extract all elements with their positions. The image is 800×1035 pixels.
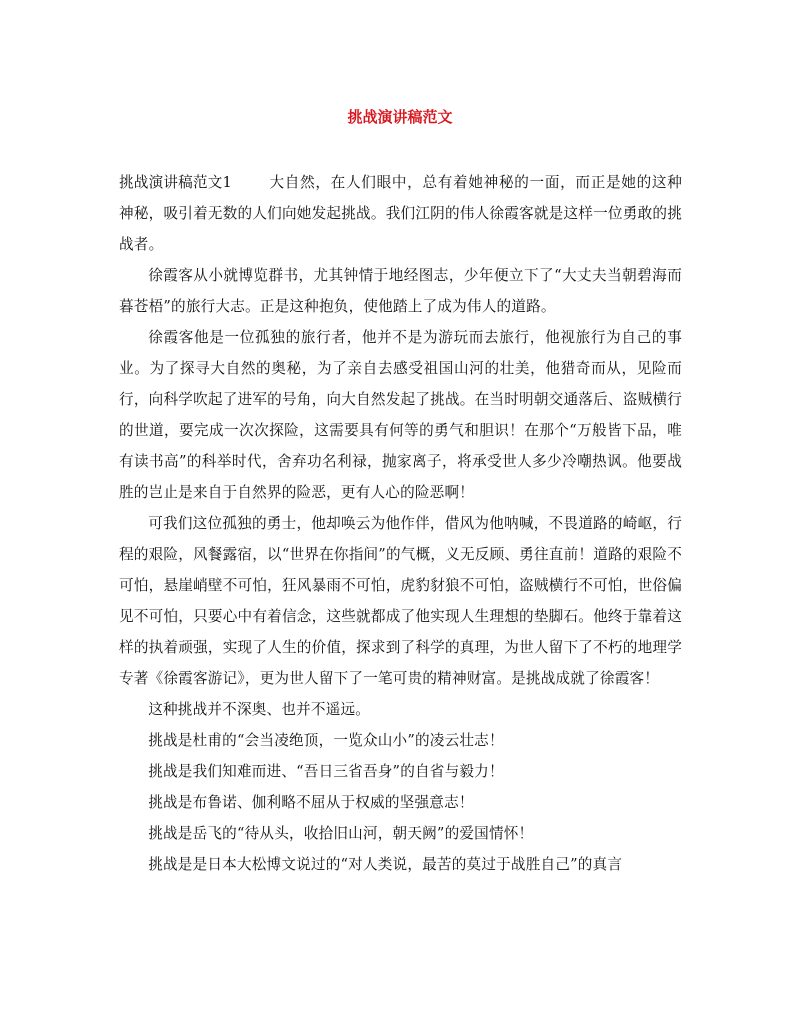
paragraph-8: 挑战是布鲁诺、伽利略不屈从于权威的坚强意志！ [148, 794, 474, 811]
paragraph-7: 挑战是我们知难而进、“吾日三省吾身”的自省与毅力！ [148, 763, 504, 780]
paragraph-1-text: 大自然，在人们眼中，总有着她神秘的一面，而正是她的这种神秘，吸引着无数的人们向她发起挑战。我们江阴的伟人徐霞客就是这样一位勇敢的挑战者。 [119, 174, 682, 253]
paragraph-3: 徐霞客他是一位孤独的旅行者，他并不是为游玩而去旅行，他视旅行为自己的事业。为了探寻大自然的奥秘，为了亲自去感受祖国山河的壮美，他猎奇而从，见险而行，向科学吹起了进军的号角，向大自然发起了挑战。在当时明朝交通落后、盗贼横行的世道，要完成一次次探险，这需要具有何等的勇气和胆识！在那个“万般皆下品，唯有读书高”的科举时代，舍弃功名利禄，抛家离子，将承受世人多少冷嘲热讽。他要战胜的岂止是来自于自然界的险恶，更有人心的险恶啊！ [119, 329, 682, 501]
paragraph-9: 挑战是岳飞的“待从头，收拾旧山河，朝天阙”的爱国情怀！ [148, 825, 534, 842]
paragraph-2: 徐霞客从小就博览群书，尤其钟情于地经图志，少年便立下了“大丈夫当朝碧海而暮苍梧”的旅行大志。正是这种抱负，使他踏上了成为伟人的道路。 [119, 267, 682, 315]
document-title: 挑战演讲稿范文 [347, 108, 453, 126]
paragraph-5: 这种挑战并不深奥、也并不遥远。 [148, 701, 371, 718]
paragraph-4: 可我们这位孤独的勇士，他却唤云为他作伴，借风为他呐喊，不畏道路的崎岖，行程的艰险，风餐露宿，以“世界在你指间”的气概，义无反顾、勇往直前！道路的艰险不可怕，悬崖峭壁不可怕，狂风暴雨不可怕，虎豹豺狼不可怕，盗贼横行不可怕，世俗偏见不可怕，只要心中有着信念，这些就都成了他实现人生理想的垫脚石。他终于靠着这样的执着顽强，实现了人生的价值，探求到了科学的真理，为世人留下了不朽的地理学专著《徐霞客游记》，更为世人留下了一笔可贵的精神财富。是挑战成就了徐霞客！ [119, 515, 682, 687]
paragraph-10: 挑战是是日本大松博文说过的“对人类说，最苦的莫过于战胜自己”的真言 [148, 856, 623, 873]
section-lead-label: 挑战演讲稿范文1 [119, 174, 233, 191]
paragraph-6: 挑战是杜甫的“会当凌绝顶，一览众山小”的凌云壮志！ [148, 732, 504, 749]
document-body [119, 167, 682, 880]
paragraph-1 [119, 167, 682, 260]
